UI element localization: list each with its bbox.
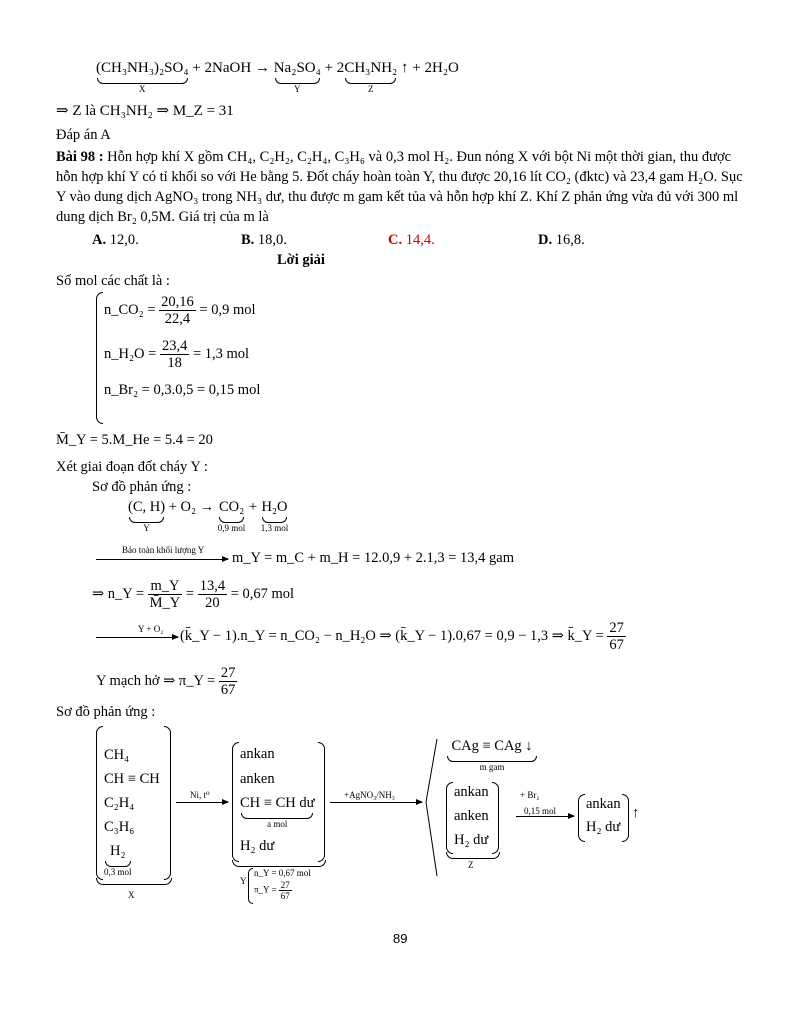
product-y: Na₂SO₄ Y [273, 60, 321, 94]
ny-frac-1: $\frac{m\_Y}{M̄\_Y}$ [149, 578, 181, 611]
split-wedge [424, 738, 438, 878]
scheme-label-2: Sơ đồ phản ứng : [56, 704, 156, 720]
mass-eq: m_Y = m_C + m_H = 12.0,9 + 2.1,3 = 13,4 gam [232, 550, 515, 566]
answer-line: Đáp án A [56, 127, 111, 143]
arrow-1 [176, 802, 228, 803]
y-item-ch: CH ≡ CH dư a mol [240, 795, 315, 829]
z-item-anken: anken [454, 808, 489, 824]
arrow-3 [516, 816, 574, 817]
y-item-h2: H₂ dư [240, 838, 275, 854]
arrow-2 [330, 802, 422, 803]
k-frac: $\frac{27}{67}$ [609, 620, 624, 653]
x-right-brace [164, 726, 171, 880]
ny-frac-2: $\frac{13,4}{20}$ [199, 578, 226, 611]
z-item-h2: H₂ dư [454, 832, 489, 848]
x-item-c2h2: CH ≡ CH [104, 771, 160, 787]
option-b: B. 18,0. [241, 232, 287, 248]
y-item-anken: anken [240, 771, 275, 787]
y-underbrace [232, 860, 326, 867]
mol-br2: n_Br₂ = 0,3.0,5 = 0,15 mol [104, 382, 261, 398]
z-item-ankan: ankan [454, 784, 489, 800]
pi-line: Y mạch hở ⇒ π_Y = $\frac{27}{67}$ [96, 665, 236, 698]
co2-fraction: $\frac{20,16}{22,4}$ [161, 294, 194, 327]
x-item-ch4: CH₄ [104, 747, 130, 763]
z-underbrace [446, 852, 500, 859]
ny-line: ⇒ n_Y = $\frac{m\_Y}{M̄\_Y}$ = $\frac{13,4}{20}$ = 0,67 mol [92, 578, 295, 611]
x-item-c3h6: C₃H₆ [104, 819, 135, 835]
product-z: CH₃NH₂ Z [344, 60, 398, 94]
reaction-tail: ↑ + 2H₂O [401, 60, 459, 76]
scheme-label-1: Sơ đồ phản ứng : [92, 479, 192, 495]
gas-arrow: ↑ [632, 805, 640, 821]
x-label: X [128, 890, 135, 900]
option-a: A. 12,0. [92, 232, 139, 248]
final-right-brace [622, 794, 629, 842]
ch-term: (C, H) Y [128, 499, 166, 533]
option-d: D. 16,8. [538, 232, 585, 248]
z-right-brace [492, 782, 499, 854]
h2o-fraction: $\frac{23,4}{18}$ [161, 338, 188, 371]
y-right-brace [318, 742, 325, 862]
final-left-brace [578, 794, 585, 842]
precipitate: CAg ≡ CAg ↓ m gam [446, 738, 538, 772]
mass-arrow-label: Bảo toàn khối lượng Y [122, 545, 205, 555]
k-arrow-label: Y + O₂ [138, 624, 164, 634]
y-label: Y [240, 876, 247, 886]
mass-arrow [96, 559, 228, 560]
z-left-brace [446, 782, 453, 854]
k-eq: (k̄_Y − 1).n_Y = n_CO₂ − n_H₂O ⇒ (k̄_Y − 1).0,67 = 0,9 − 1,3 ⇒ k̄_Y = $\frac{27}{67}$ [180, 620, 624, 653]
solution-title: Lời giải [277, 252, 325, 268]
moles-intro: Số mol các chất là : [56, 273, 170, 289]
coef-2: + 2 [324, 60, 345, 76]
naoh-term: + 2NaOH → [192, 60, 270, 76]
y-info-pi: π_Y = $\frac{27}{67}$ [254, 880, 290, 901]
y-item-ankan: ankan [240, 746, 275, 762]
arrow3-bottom: 0,15 mol [524, 806, 557, 816]
k-arrow [96, 637, 178, 638]
page-number: 89 [393, 931, 408, 946]
moles-brace [96, 292, 103, 424]
problem-body: Hỗn hợp khí X gồm CH₄, C₂H₂, C₂H₄, C₃H₆ và 0,3 mol H₂. Đun nóng X với bột Ni một thời gian, thu được hỗn hợp khí Y có tỉ khối so với He bằng 5. Đốt cháy hoàn toàn Y, thu được 20,16 lít CO₂ (đktc) và 23,4 gam H₂O. Sục Y vào dung dịch AgNO₃ trong NH₃ dư, thu được m gam kết tủa và hỗn hợp khí Z. Khí Z phản ứng vừa đủ với 300 ml dung dịch Br₂ 0,5M. Giá trị của m là [56, 149, 743, 225]
mol-co2: n_CO₂ = $\frac{20,16}{22,4}$ = 0,9 mol [104, 294, 256, 327]
y-info-brace [248, 868, 253, 904]
combustion-scheme: (C, H) Y + O₂ → CO₂ 0,9 mol + H₂O 1,3 mol [128, 499, 289, 533]
arrow2-label: +AgNO₃/NH₃ [344, 790, 395, 800]
option-c: C. 14,4. [388, 232, 435, 248]
x-item-c2h4: C₂H₄ [104, 795, 135, 811]
my-line: M̄_Y = 5.M_He = 5.4 = 20 [56, 432, 213, 448]
conclusion-z: ⇒ Z là CH₃NH₂ ⇒ M_Z = 31 [56, 103, 234, 119]
mol-h2o: n_H₂O = $\frac{23,4}{18}$ = 1,3 mol [104, 338, 250, 371]
x-left-brace [96, 726, 103, 880]
y-info-n: n_Y = 0,67 mol [254, 868, 311, 878]
co2-term: CO₂ 0,9 mol [217, 499, 246, 533]
problem-title: Bài 98 : [56, 149, 104, 165]
x-underbrace [96, 878, 172, 885]
reaction-top [96, 60, 459, 94]
arrow1-label: Ni, t⁰ [190, 790, 210, 800]
x-item-h2: H₂ 0,3 mol [104, 843, 132, 877]
y-left-brace [232, 742, 239, 862]
final-item-h2: H₂ dư [586, 819, 621, 835]
final-item-ankan: ankan [586, 796, 621, 812]
combustion-intro: Xét giai đoạn đốt cháy Y : [56, 459, 208, 475]
problem-text [56, 147, 746, 227]
h2o-term: H₂O 1,3 mol [260, 499, 289, 533]
arrow3-top: + Br₂ [520, 790, 540, 800]
z-label: Z [468, 860, 474, 870]
reactant-x: (CH₃NH₃)₂SO₄ X [96, 60, 189, 94]
pi-frac: $\frac{27}{67}$ [220, 665, 236, 698]
